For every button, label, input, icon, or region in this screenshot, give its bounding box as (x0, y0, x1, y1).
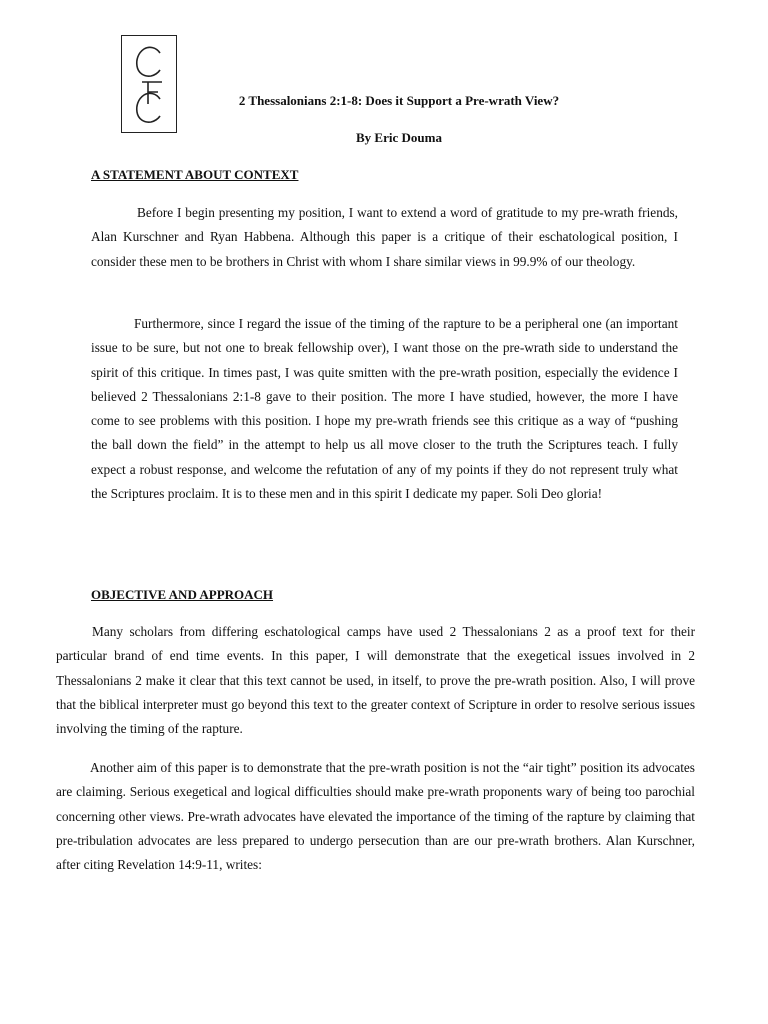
paragraph-proof-text: Many scholars from differing eschatological camps have used 2 Thessalonians 2 as a proof text for their particular brand of end time events. In this paper, I will demonstrate that the exegetical issues involved in 2 Thessalonians 2 make it clear that this text cannot be used, in itself, to prove the pre-wrath position. Also, I will prove that the biblical interpreter must go beyond this text to the greater context of Scripture in order to resolve serious issues involving the timing of the rapture. (56, 624, 695, 737)
paragraph-spirit-of-critique: Furthermore, since I regard the issue of the timing of the rapture to be a peripheral one (an important issue to be sure, but not one to break fellowship over), I want those on the pre-wrath side to understand the spirit of this critique. In times past, I was quite smitten with the pre-wrath position, especially the evidence I believed 2 Thessalonians 2:1-8 gave to their position. The more I have studied, however, the more I have come to see problems with this position. I hope my pre-wrath friends see this critique as a way of “pushing the ball down the field” in the attempt to help us all move closer to the truth the Scriptures teach. I fully expect a robust response, and welcome the refutation of any of my points if they do not represent truly what the Scriptures proclaim. It is to these men and in this spirit I dedicate my paper. Soli Deo gloria! (91, 316, 678, 502)
cfc-logo (121, 35, 177, 133)
paragraph-another-aim: Another aim of this paper is to demonstrate that the pre-wrath position is not the “air tight” position its advocates are claiming. Serious exegetical and logical difficulties should make pre-wrath proponents wary of being too parochial concerning other views. Pre-wrath advocates have elevated the importance of the timing of the rapture by claiming that pre-tribulation advocates are less prepared to undergo persecution than are our pre-wrath brothers. Alan Kurschner, after citing Revelation 14:9-11, writes: (56, 760, 695, 873)
document-title: 2 Thessalonians 2:1-8: Does it Support a Pre-wrath View? (238, 93, 560, 108)
section-heading-context: A STATEMENT ABOUT CONTEXT (91, 167, 299, 182)
paragraph-gratitude: Before I begin presenting my position, I want to extend a word of gratitude to my pre-wrath friends, Alan Kurschner and Ryan Habbena. Although this paper is a critique of their eschatological position, I consider these men to be brothers in Christ with whom I share similar views in 99.9% of our theology. (91, 205, 678, 269)
cfc-monogram-icon (122, 36, 176, 132)
section-heading-objective: OBJECTIVE AND APPROACH (91, 587, 274, 602)
author-line: By Eric Douma (356, 130, 442, 145)
